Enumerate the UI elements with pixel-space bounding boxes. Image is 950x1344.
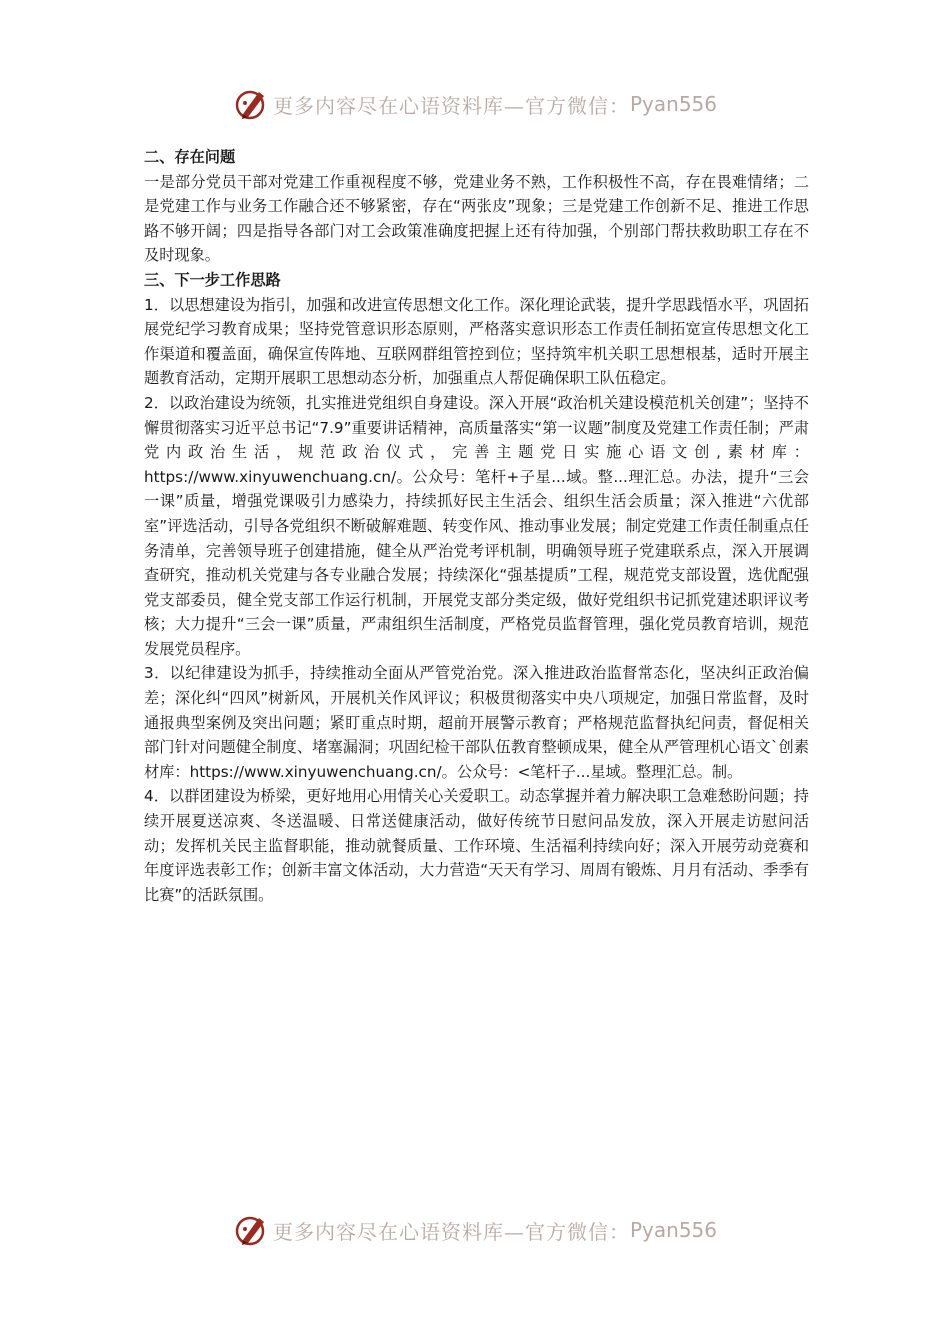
problems-paragraph: 一是部分党员干部对党建工作重视程度不够，党建业务不熟，工作积极性不高，存在畏难情绪；二是党建工作与业务工作融合还不够紧密，存在“两张皮”现象；三是党建工作创新不足、推进工作思路不够开阔；四是指导各部门对工会政策准确度把握上还有待加强，个别部门帮扶救助职工存在不及时现象。 [144,172,809,265]
watermark-text: 更多内容尽在心语资料库—官方微信： [272,1219,630,1244]
pen-nib-logo-icon [233,86,269,122]
section-heading-next-steps: 三、下一步工作思路 [144,270,281,289]
watermark-header [0,82,950,126]
next-step-item-2: 2．以政治建设为统领，扎实推进党组织自身建设。深入开展“政治机关建设模范机关创建”；坚持不懈贯彻落实习近平总书记“7.9”重要讲话精神，高质量落实“第一议题”制度及党建工作责任制；严肃党内政治生活，规范政治仪式，完善主题党日实施心语文创,素材库：https://www.xinyuwenchuang.cn/。公众号：笔杆+子星...域。整...理汇总。办法，提升“三会一课”质量，增强党课吸引力感染力，持续抓好民主生活会、组织生活会质量；深入推进“六优部室”评选活动，引导各党组织不断破解难题、转变作风、推动事业发展；制定党建工作责任制重点任务清单，完善领导班子创建措施，健全从严治党考评机制，明确领导班子党建联系点，深入开展调查研究，推动机关党建与各专业融合发展；持续深化“强基提质”工程，规范党支部设置，选优配强党支部委员，健全党支部工作运行机制，开展党支部分类定级，做好党组织书记抓党建述职评议考核；大力提升“三会一课”质量，严肃组织生活制度，严格党员监督管理，强化党员教育培训，规范发展党员程序。 [144,393,809,658]
pen-nib-logo-icon [233,1212,269,1248]
watermark-wechat-id: Pyan556 [629,92,717,116]
document-body [144,145,809,907]
next-step-item-4: 4．以群团建设为桥梁，更好地用心用情关心关爱职工。动态掌握并着力解决职工急难愁盼问题；持续开展夏送凉爽、冬送温暖、日常送健康活动，做好传统节日慰问品发放，深入开展走访慰问活动；发挥机关民主监督职能，推动就餐质量、工作环境、生活福利持续向好；深入开展劳动竞赛和年度评选表彰工作；创新丰富文体活动，大力营造“天天有学习、周周有锻炼、月月有活动、季季有比赛”的活跃氛围。 [144,787,809,904]
watermark-text: 更多内容尽在心语资料库—官方微信： [272,93,630,118]
next-step-item-3: 3．以纪律建设为抓手，持续推动全面从严管党治党。深入推进政治监督常态化，坚决纠正政治偏差；深化纠“四风”树新风，开展机关作风评议；积极贯彻落实中央八项规定，加强日常监督，及时通报典型案例及突出问题；紧盯重点时期，超前开展警示教育；严格规范监督执纪问责，督促相关部门针对问题健全制度、堵塞漏洞；巩固纪检干部队伍教育整顿成果，健全从严管理机心语文`创素材库：https://www.xinyuwenchuang.cn/。公众号：<笔杆子...星域。整理汇总。制。 [144,664,809,781]
watermark-footer [0,1208,950,1252]
section-heading-problems: 二、存在问题 [144,148,236,166]
watermark-wechat-id: Pyan556 [629,1218,717,1242]
next-step-item-1: 1．以思想建设为指引，加强和改进宣传思想文化工作。深化理论武装，提升学思践悟水平，巩固拓展党纪学习教育成果；坚持党管意识形态原则，严格落实意识形态工作责任制拓宽宣传思想文化工作渠道和覆盖面，确保宣传阵地、互联网群组管控到位；坚持筑牢机关职工思想根基，适时开展主题教育活动，定期开展职工思想动态分析，加强重点人帮促确保职工队伍稳定。 [144,295,809,388]
